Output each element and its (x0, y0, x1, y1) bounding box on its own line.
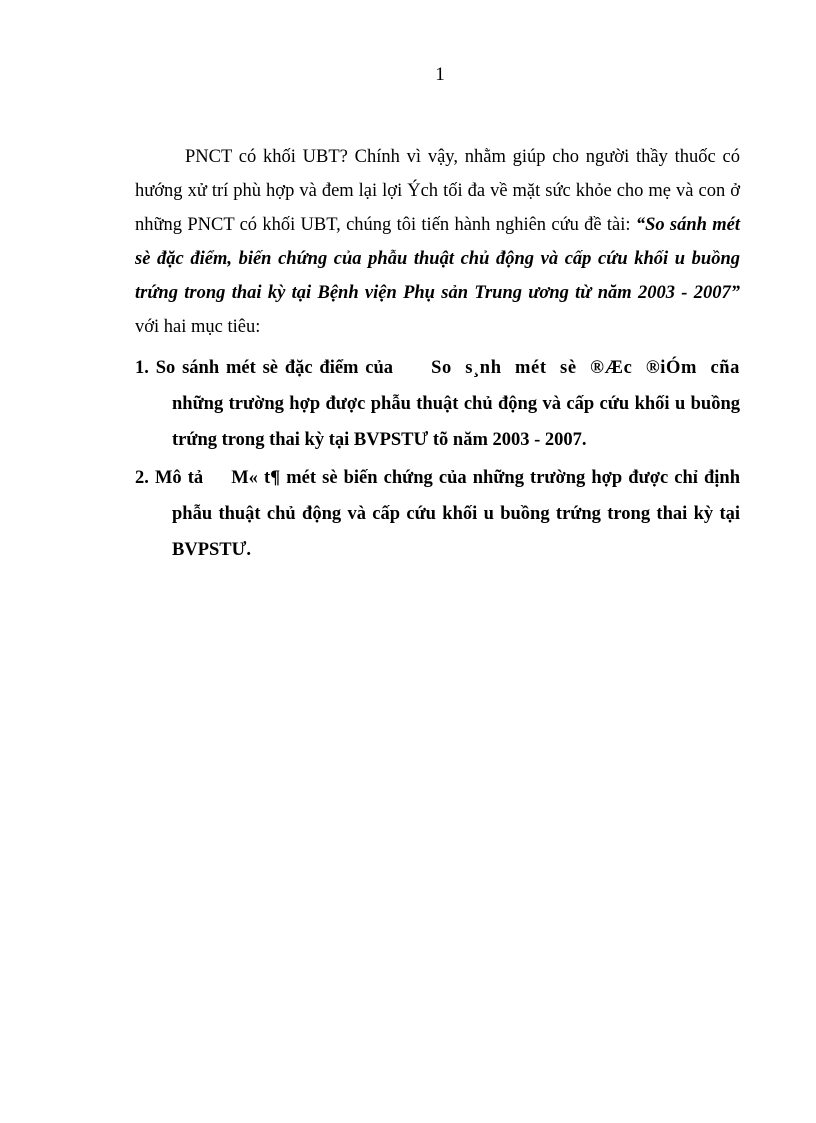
intro-text: PNCT có khối UBT? Chính vì vậy, nhằm giúp cho người thầy thuốc có hướng xử trí phù hợp và đem lại lợi Ých tối đa về mặt sức khỏe cho mẹ và con ở những PNCT có khối UBT, chúng tôi tiến hành nghiên cứu đề tài: (135, 147, 740, 235)
thesis-title-quote: “So sánh mét sè đặc điểm, biến chứng của phẫu thuật chủ động và cấp cứu khối u buồng trứng trong thai kỳ tại Bệnh viện Phụ sản Trung ương từ năm 2003 - 2007” (135, 215, 740, 303)
objective-garbled-text: So s¸nh mét sè ®Æc ®iÓm cña (431, 358, 741, 378)
intro-text-end: với hai mục tiêu: (135, 317, 261, 337)
objective-lead: Mô tả (154, 468, 204, 488)
objective-number: 1. (135, 358, 149, 378)
intro-paragraph (135, 140, 740, 344)
objectives-list (135, 350, 740, 570)
page-number: 1 (435, 64, 445, 85)
objective-lead: So sánh mét sè đặc điểm của (155, 358, 394, 378)
objective-text: những trường hợp được phẫu thuật chủ động và cấp cứu khối u buồng trứng trong thai kỳ tại BVPSTƯ tõ năm 2003 - 2007. (172, 394, 740, 450)
objective-item (135, 350, 740, 458)
objective-number: 2. (135, 468, 149, 488)
objective-item (135, 460, 740, 568)
objective-garbled-text: M« t¶ (231, 468, 281, 488)
objective-text: mét sè biến chứng của những trường hợp được chỉ định phẫu thuật chủ động và cấp cứu khối u buồng trứng trong thai kỳ tại BVPSTƯ. (172, 468, 740, 560)
